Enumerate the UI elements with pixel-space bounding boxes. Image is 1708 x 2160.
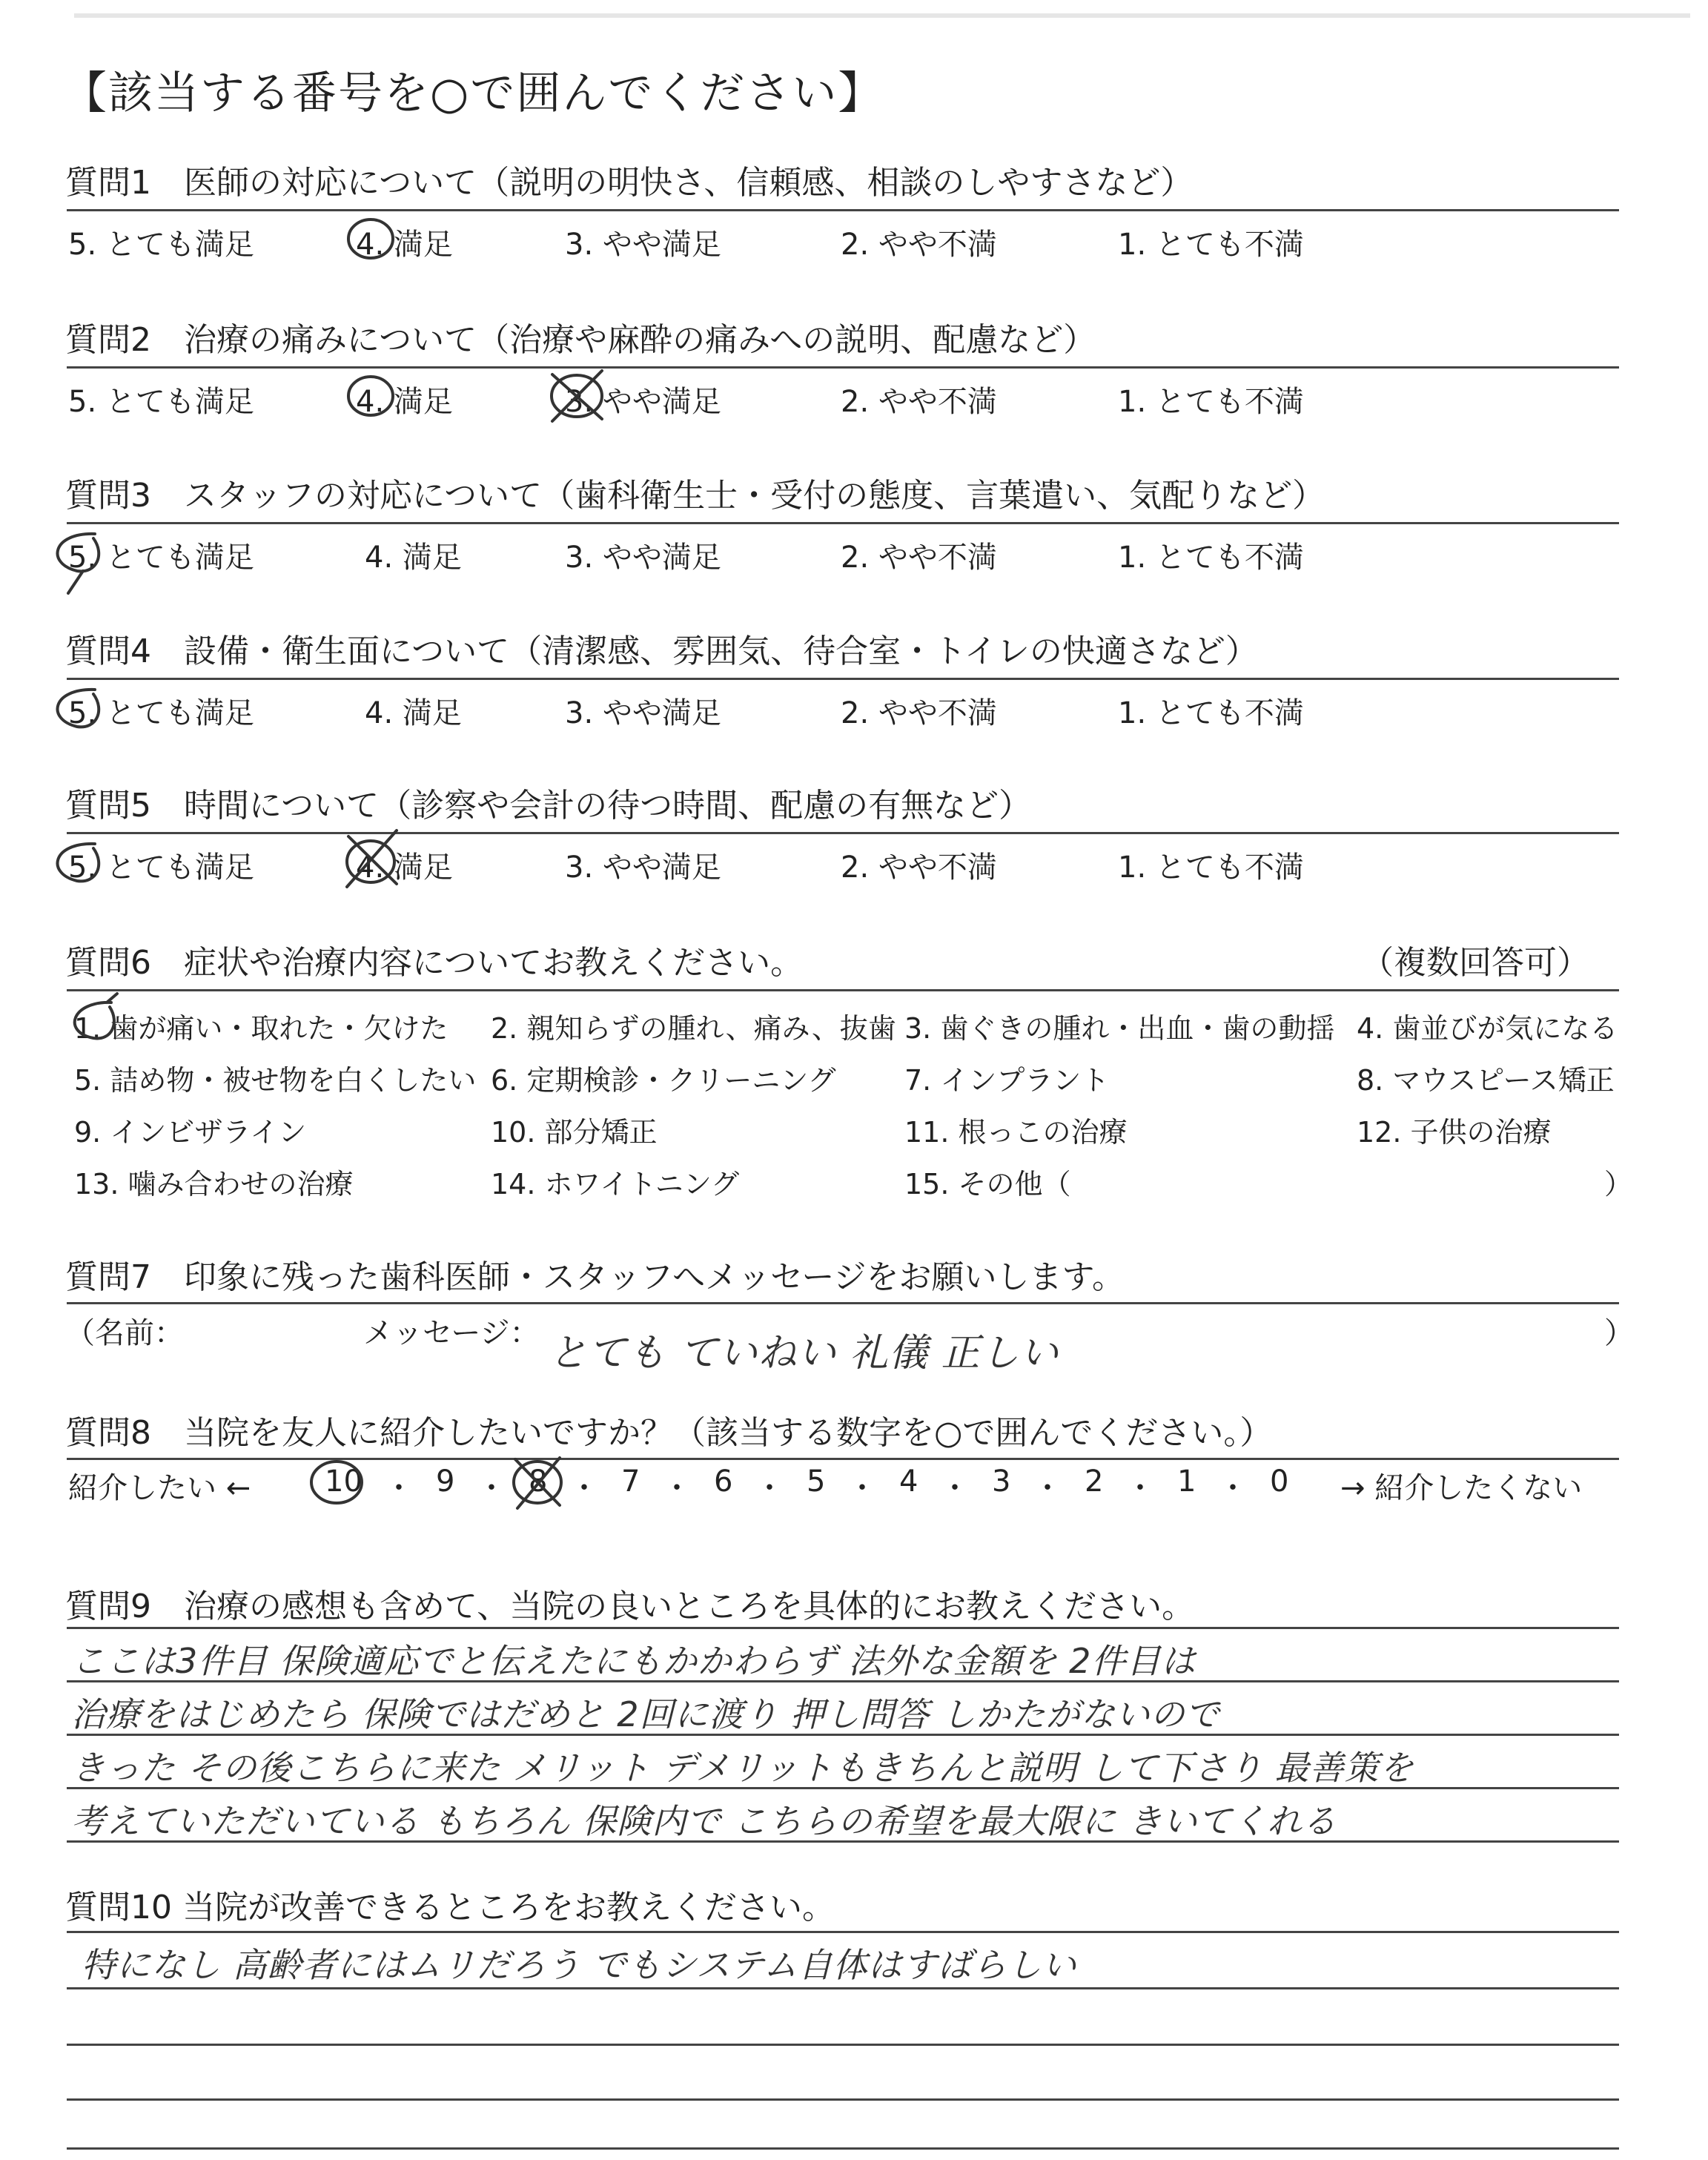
q4-option-2[interactable]: 2. やや不満	[841, 696, 997, 730]
q6-item-12[interactable]: 12. 子供の治療	[1357, 1116, 1552, 1149]
q6-multiple-note: （複数回答可）	[1361, 944, 1589, 982]
q6-title: 質問6 症状や治療内容についてお教えください。	[65, 944, 804, 982]
q9-title: 質問9 治療の感想も含めて、当院の良いところを具体的にお教えください。	[65, 1588, 1195, 1625]
q4-option-3[interactable]: 3. やや満足	[565, 696, 721, 730]
q6-item-9[interactable]: 9. インビザライン	[74, 1116, 307, 1149]
q8-separator: ・	[384, 1471, 414, 1505]
q4-title: 質問4 設備・衛生面について（清潔感、雰囲気、待合室・トイレの快適さなど）	[65, 633, 1258, 670]
q8-rule	[67, 1458, 1619, 1460]
q10-answer-line	[67, 2147, 1619, 2150]
q9-answer-line	[67, 1627, 1619, 1629]
q7-message-label: メッセージ：	[363, 1316, 540, 1350]
q1-option-5[interactable]: 5. とても満足	[68, 228, 254, 262]
q5-option-3[interactable]: 3. やや満足	[565, 851, 721, 885]
q9-handwritten-line-4: 考えていただいている もちろん 保険内で こちらの希望を最大限に きいてくれる	[71, 1801, 1337, 1841]
q8-title: 質問8 当院を友人に紹介したいですか？（該当する数字を○で囲んでください。）	[65, 1414, 1273, 1452]
q2-option-4[interactable]: 4. 満足	[356, 385, 453, 419]
page-top-edge	[74, 13, 1690, 18]
q5-option-1[interactable]: 1. とても不満	[1118, 851, 1304, 885]
q3-option-1[interactable]: 1. とても不満	[1118, 541, 1304, 575]
q8-right-label: → 紹介したくない	[1340, 1471, 1583, 1505]
q4-option-1[interactable]: 1. とても不満	[1118, 696, 1304, 730]
q5-option-4[interactable]: 4. 満足	[356, 851, 453, 885]
q6-item-10[interactable]: 10. 部分矯正	[491, 1116, 658, 1149]
q10-answer-line	[67, 1931, 1619, 1933]
q8-number-8[interactable]: 8	[529, 1464, 548, 1499]
q6-item-4[interactable]: 4. 歯並びが気になる	[1357, 1012, 1618, 1045]
q6-other-close-paren: ）	[1604, 1168, 1633, 1200]
q8-number-10[interactable]: 10	[325, 1464, 363, 1499]
q1-rule	[67, 209, 1619, 211]
q6-item-1[interactable]: 1. 歯が痛い・取れた・欠けた	[74, 1012, 448, 1045]
q8-separator: ・	[1033, 1471, 1062, 1505]
q7-title: 質問7 印象に残った歯科医師・スタッフへメッセージをお願いします。	[65, 1258, 1125, 1296]
q4-option-5[interactable]: 5. とても満足	[68, 696, 254, 730]
q2-title: 質問2 治療の痛みについて（治療や麻酔の痛みへの説明、配慮など）	[65, 321, 1096, 359]
q1-option-3[interactable]: 3. やや満足	[565, 228, 721, 262]
q6-item-3[interactable]: 3. 歯ぐきの腫れ・出血・歯の動揺	[904, 1012, 1335, 1045]
q8-number-4[interactable]: 4	[899, 1464, 918, 1499]
q6-item-5[interactable]: 5. 詰め物・被せ物を白くしたい	[74, 1064, 477, 1097]
q7-name-label: （名前：	[65, 1316, 184, 1350]
form-header: 【該当する番号を○で囲んでください】	[62, 67, 884, 119]
q3-option-5[interactable]: 5. とても満足	[68, 541, 254, 575]
q6-item-11[interactable]: 11. 根っこの治療	[904, 1116, 1128, 1149]
q10-handwritten-line-1: 特になし 高齢者にはムリだろう でもシステム自体はすばらしい	[82, 1945, 1077, 1985]
q1-option-1[interactable]: 1. とても不満	[1118, 228, 1304, 262]
q6-item-8[interactable]: 8. マウスピース矯正	[1357, 1064, 1615, 1097]
q8-number-2[interactable]: 2	[1085, 1464, 1104, 1499]
q10-answer-line	[67, 1987, 1619, 1989]
q6-item-7[interactable]: 7. インプラント	[904, 1064, 1110, 1097]
q6-item-6[interactable]: 6. 定期検診・クリーニング	[491, 1064, 836, 1097]
q2-option-3[interactable]: 3. やや満足	[565, 385, 721, 419]
q10-answer-line	[67, 2098, 1619, 2101]
q2-rule	[67, 366, 1619, 369]
q8-number-0[interactable]: 0	[1270, 1464, 1289, 1499]
q9-handwritten-line-1: ここは3件目 保険適応でと伝えたにもかかわらず 法外な金額を 2件目は	[71, 1641, 1196, 1681]
q7-handwritten-message: とても ていねい 礼儀 正しい	[549, 1331, 1059, 1375]
q8-left-label: 紹介したい ←	[68, 1471, 251, 1505]
q10-title: 質問10 当院が改善できるところをお教えください。	[65, 1889, 835, 1926]
q2-option-1[interactable]: 1. とても不満	[1118, 385, 1304, 419]
q8-number-6[interactable]: 6	[714, 1464, 733, 1499]
q2-option-2[interactable]: 2. やや不満	[841, 385, 997, 419]
q5-title: 質問5 時間について（診察や会計の待つ時間、配慮の有無など）	[65, 787, 1032, 825]
q8-number-7[interactable]: 7	[621, 1464, 640, 1499]
q2-option-5[interactable]: 5. とても満足	[68, 385, 254, 419]
q5-option-2[interactable]: 2. やや不満	[841, 851, 997, 885]
q8-number-3[interactable]: 3	[992, 1464, 1011, 1499]
q6-item-14[interactable]: 14. ホワイトニング	[491, 1168, 740, 1200]
q8-separator: ・	[940, 1471, 970, 1505]
q1-option-2[interactable]: 2. やや不満	[841, 228, 997, 262]
q8-number-1[interactable]: 1	[1177, 1464, 1196, 1499]
q5-rule	[67, 832, 1619, 834]
q8-separator: ・	[477, 1471, 506, 1505]
q4-rule	[67, 678, 1619, 680]
q8-separator: ・	[662, 1471, 692, 1505]
q8-separator: ・	[1125, 1471, 1155, 1505]
q6-rule	[67, 989, 1619, 991]
q9-handwritten-line-2: 治療をはじめたら 保険ではだめと 2回に渡り 押し問答 しかたがないので	[71, 1694, 1220, 1734]
q7-rule	[67, 1302, 1619, 1304]
q5-option-5[interactable]: 5. とても満足	[68, 851, 254, 885]
q8-number-5[interactable]: 5	[807, 1464, 826, 1499]
q3-option-2[interactable]: 2. やや不満	[841, 541, 997, 575]
q3-option-3[interactable]: 3. やや満足	[565, 541, 721, 575]
q3-option-4[interactable]: 4. 満足	[365, 541, 462, 575]
q3-title: 質問3 スタッフの対応について（歯科衛生士・受付の態度、言葉遣い、気配りなど）	[65, 477, 1325, 515]
q1-title: 質問1 医師の対応について（説明の明快さ、信頼感、相談のしやすさなど）	[65, 164, 1194, 202]
q8-number-9[interactable]: 9	[436, 1464, 455, 1499]
q3-rule	[67, 522, 1619, 524]
q8-separator: ・	[847, 1471, 877, 1505]
q8-separator: ・	[755, 1471, 784, 1505]
q8-separator: ・	[1218, 1471, 1248, 1505]
q6-item-13[interactable]: 13. 噛み合わせの治療	[74, 1168, 354, 1200]
q8-separator: ・	[569, 1471, 599, 1505]
q9-handwritten-line-3: きった その後こちらに来た メリット デメリットもきちんと説明 して下さり 最善策を	[71, 1748, 1414, 1788]
q10-answer-line	[67, 2044, 1619, 2046]
q1-option-4[interactable]: 4. 満足	[356, 228, 453, 262]
q7-close-paren: ）	[1604, 1316, 1634, 1350]
q6-item-15[interactable]: 15. その他（	[904, 1168, 1071, 1200]
q6-item-2[interactable]: 2. 親知らずの腫れ、痛み、抜歯	[491, 1012, 896, 1045]
q4-option-4[interactable]: 4. 満足	[365, 696, 462, 730]
